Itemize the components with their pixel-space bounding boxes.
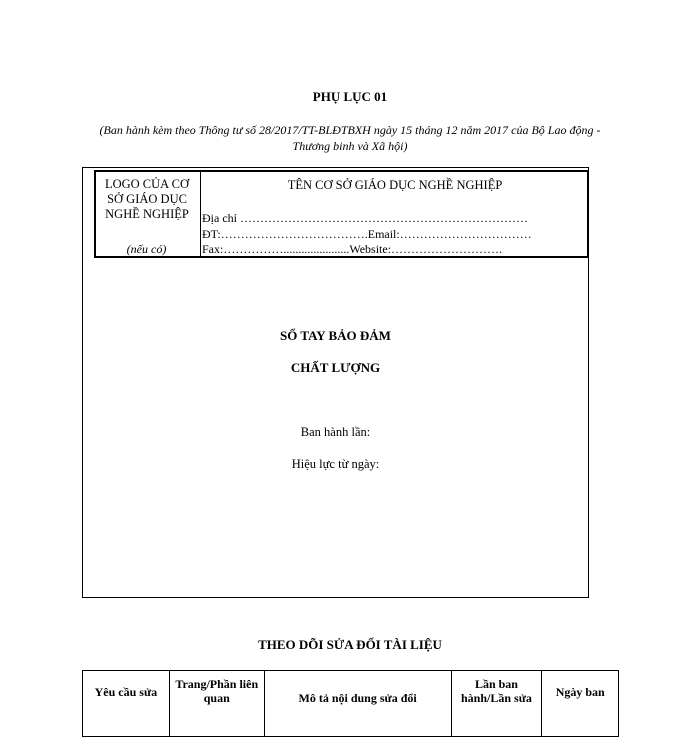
effective-date-label: Hiệu lực từ ngày: — [291, 457, 380, 471]
document-title-line1: SỔ TAY BẢO ĐẢM — [280, 328, 391, 343]
logo-line: NGHỀ NGHIỆP — [105, 207, 189, 221]
table-header-cell: Lần ban hành/Lần sửa — [451, 671, 542, 737]
logo-line: SỞ GIÁO DỤC — [107, 192, 187, 206]
logo-note: (nếu có) — [126, 242, 167, 256]
logo-line: LOGO CỦA CƠ — [104, 177, 190, 191]
fax-website-line: Fax:……………......................Website:………………………. — [202, 242, 503, 256]
tracking-title: THEO DÕI SỬA ĐỔI TÀI LIỆU — [258, 637, 442, 652]
phone-email-line: ĐT:……………………………….Email:…………………………… — [202, 227, 532, 241]
logo-placeholder — [94, 170, 201, 258]
table-header-cell: Ngày ban — [542, 671, 619, 737]
appendix-title: PHỤ LỤC 01 — [312, 89, 388, 104]
tracking-table — [82, 670, 619, 710]
address-line: Địa chỉ ……………………………………………………………… — [202, 211, 528, 225]
table-header-cell: Trang/Phần liên quan — [169, 671, 264, 737]
table-header-row — [83, 671, 619, 737]
institution-name: TÊN CƠ SỞ GIÁO DỤC NGHỀ NGHIỆP — [287, 178, 503, 192]
table-header-cell: Yêu cầu sửa — [83, 671, 170, 737]
document-title-line2: CHẤT LƯỢNG — [290, 360, 381, 375]
appendix-issued-note: (Ban hành kèm theo Thông tư số 28/2017/TT-BLĐTBXH ngày 15 tháng 12 năm 2017 của Bộ Lao động - Thương binh và Xã hội) — [99, 123, 601, 153]
table-header-cell: Mô tả nội dung sửa đổi — [264, 671, 451, 737]
issue-label: Ban hành lần: — [300, 425, 371, 439]
